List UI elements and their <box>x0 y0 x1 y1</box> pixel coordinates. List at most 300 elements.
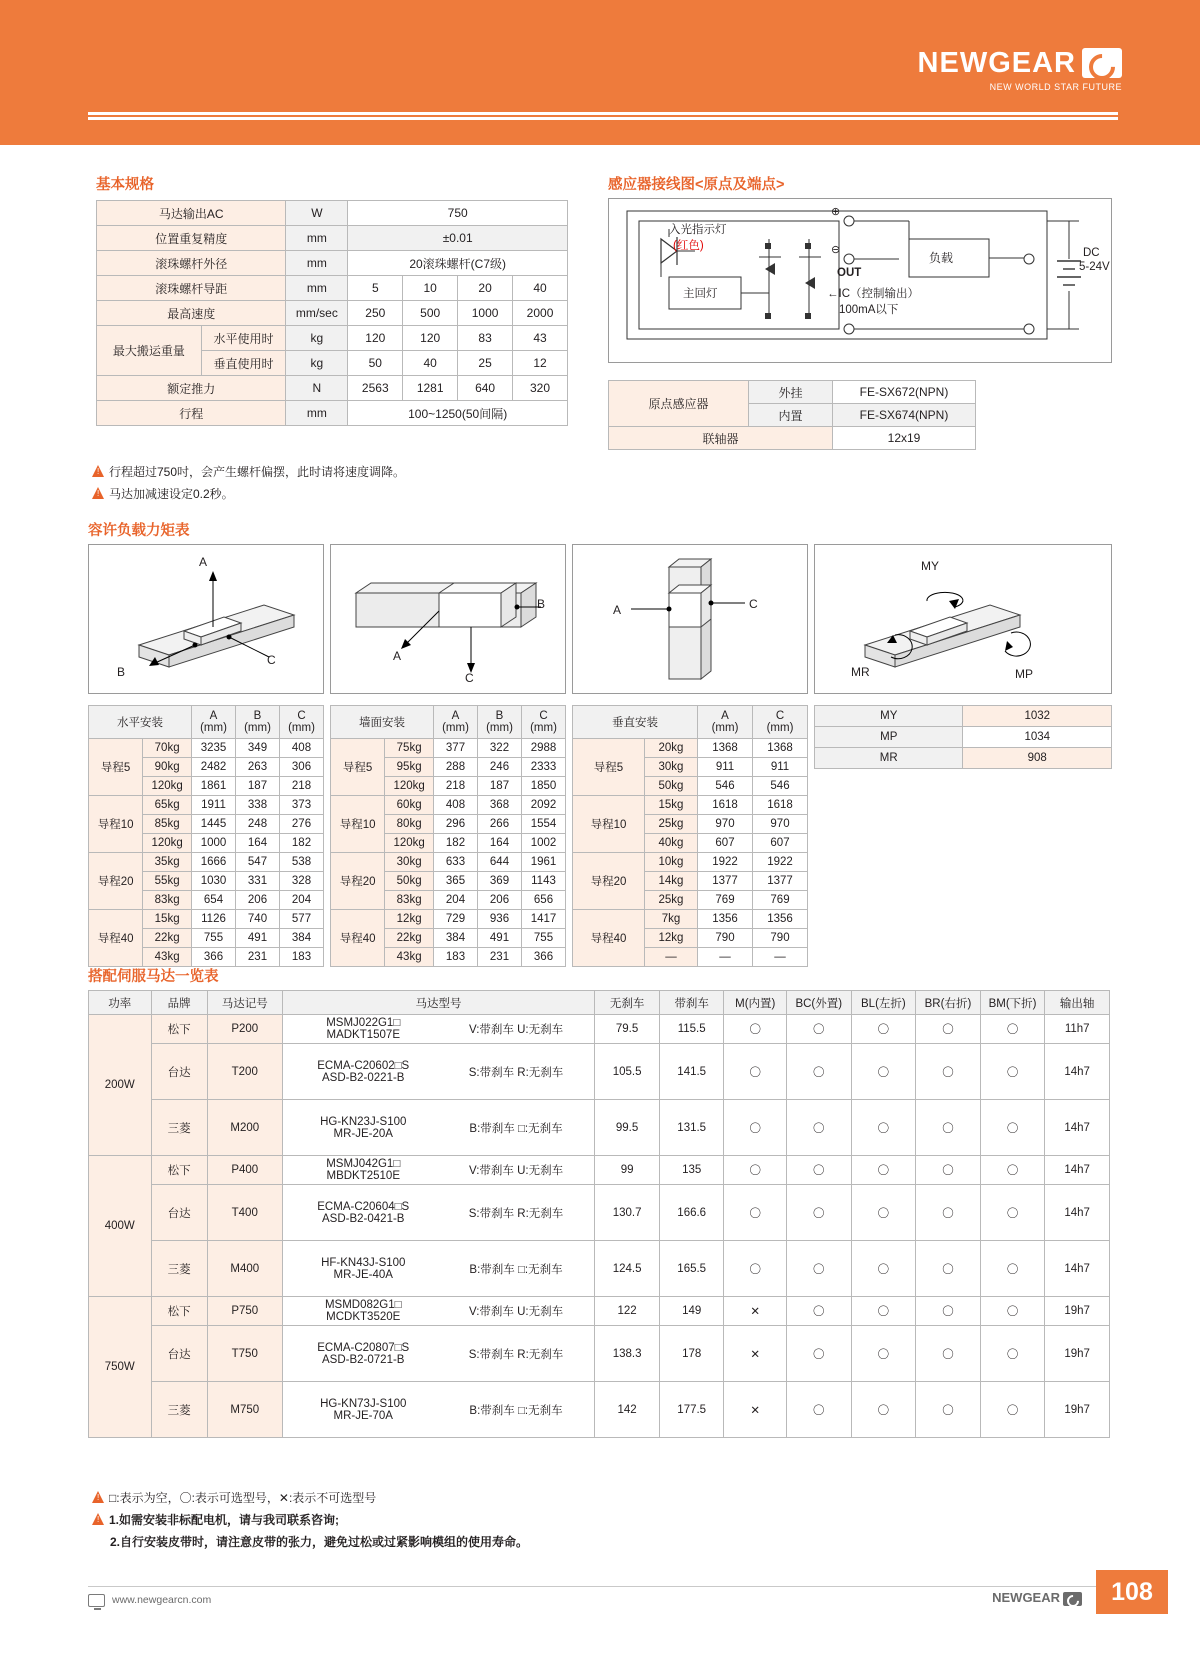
spec-value: 50 <box>348 351 403 376</box>
weight: 15kg <box>644 796 697 815</box>
weight: 65kg <box>143 796 192 815</box>
spec-label: 最高速度 <box>97 301 286 326</box>
cell-bm: 〇 <box>980 1044 1045 1100</box>
diagram-label-ic: ←IC（控制输出） <box>827 288 919 300</box>
cell-br: 〇 <box>916 1382 981 1438</box>
motor-note-2-text: 1.如需安装非标配电机，请与我司联系咨询; <box>109 1513 340 1527</box>
cell-bl: 〇 <box>851 1382 916 1438</box>
cell-br: 〇 <box>916 1297 981 1326</box>
weight: 15kg <box>143 910 192 929</box>
cell-br: 〇 <box>916 1185 981 1241</box>
cell-bl: 〇 <box>851 1100 916 1156</box>
val-c: 1143 <box>522 872 566 891</box>
load-label-C: C <box>465 671 474 685</box>
cell-code: T400 <box>207 1185 282 1241</box>
monitor-icon <box>88 1594 105 1607</box>
cell-bc: 〇 <box>786 1185 851 1241</box>
spec-unit: kg <box>286 326 348 351</box>
table-row <box>331 853 566 872</box>
table-row <box>89 1156 1110 1185</box>
weight: 80kg <box>385 815 434 834</box>
cell-m: 〇 <box>724 1044 787 1100</box>
val-b: 187 <box>236 777 280 796</box>
load-diagram-moment <box>814 544 1112 694</box>
cell-br: 〇 <box>916 1100 981 1156</box>
val-a: 1618 <box>698 796 753 815</box>
cell-brake: 141.5 <box>659 1044 724 1100</box>
diagram-label-dc: DC <box>1083 247 1100 259</box>
cell-code: P400 <box>207 1156 282 1185</box>
spec-value: 320 <box>513 376 568 401</box>
cell-power: 750W <box>89 1297 152 1438</box>
diagram-label-plus: ⊕ <box>831 206 841 218</box>
cell-bl: 〇 <box>851 1185 916 1241</box>
section-title-load-moment: 容许负载力矩表 <box>88 523 190 539</box>
model-line-2: ASD-B2-0721-B <box>322 1353 405 1366</box>
model-line-1: MSMD082G1□ <box>324 1299 402 1311</box>
val-c: 577 <box>280 910 324 929</box>
sensor-inner-value: FE-SX674(NPN) <box>833 404 976 427</box>
val-a: 183 <box>434 948 478 967</box>
model-line-2: MCDKT3520E <box>326 1311 401 1323</box>
lead-label: 导程20 <box>573 853 645 910</box>
cell-bl: 〇 <box>851 1241 916 1297</box>
cell-bc: 〇 <box>786 1241 851 1297</box>
th-brake: 带刹车 <box>659 991 724 1015</box>
lead-label: 导程5 <box>331 739 385 796</box>
val-a: 911 <box>698 758 753 777</box>
cell-br: 〇 <box>916 1156 981 1185</box>
val-b: 164 <box>236 834 280 853</box>
cell-brand: 台达 <box>151 1185 207 1241</box>
moment-label-MR: MR <box>851 665 870 679</box>
cell-bm: 〇 <box>980 1100 1045 1156</box>
cell-nobrake: 105.5 <box>595 1044 660 1100</box>
val-c: 538 <box>280 853 324 872</box>
weight: 7kg <box>644 910 697 929</box>
cell-model <box>282 1326 595 1382</box>
weight: 30kg <box>644 758 697 777</box>
cell-model <box>282 1382 595 1438</box>
cell-bc: 〇 <box>786 1297 851 1326</box>
cell-nobrake: 99.5 <box>595 1100 660 1156</box>
table-row <box>97 251 568 276</box>
footer-logo-mark-icon <box>1063 1592 1082 1606</box>
val-c: 607 <box>753 834 808 853</box>
lead-label: 导程20 <box>89 853 143 910</box>
table-row <box>97 326 568 351</box>
th-bc: BC(外置) <box>786 991 851 1015</box>
val-c2: — <box>753 948 808 967</box>
cell-brand: 台达 <box>151 1326 207 1382</box>
model-line-2: MR-JE-70A <box>333 1409 393 1422</box>
weight: 83kg <box>385 891 434 910</box>
load-label-A: A <box>613 603 622 617</box>
val-c: 911 <box>753 758 808 777</box>
cell-br: 〇 <box>916 1326 981 1382</box>
val-c: 1618 <box>753 796 808 815</box>
val-c: 328 <box>280 872 324 891</box>
table-row <box>97 201 568 226</box>
weight: 95kg <box>385 758 434 777</box>
cell-bm: 〇 <box>980 1297 1045 1326</box>
spec-value: 12 <box>513 351 568 376</box>
val-c: 1961 <box>522 853 566 872</box>
val-c: 970 <box>753 815 808 834</box>
footer-brand <box>992 1590 1082 1606</box>
sensor-model-table <box>608 380 976 450</box>
table-row <box>89 796 324 815</box>
model-option: S:带刹车 R:无刹车 <box>468 1348 564 1361</box>
val-b: 331 <box>236 872 280 891</box>
val-a: 1368 <box>698 739 753 758</box>
cell-code: P200 <box>207 1015 282 1044</box>
cell-bm: 〇 <box>980 1015 1045 1044</box>
val-c: 1356 <box>753 910 808 929</box>
moment-key: MP <box>815 727 963 748</box>
lead-label: 导程40 <box>573 910 645 967</box>
sensor-inner-label: 内置 <box>749 404 833 427</box>
spec-value: 20 <box>458 276 513 301</box>
val-b: 187 <box>478 777 522 796</box>
table-row <box>89 1044 1110 1100</box>
weight: 30kg <box>385 853 434 872</box>
section-title-motor-list: 搭配伺服马达一览表 <box>88 969 219 985</box>
weight: 20kg <box>644 739 697 758</box>
spec-unit: mm <box>286 226 348 251</box>
spec-value: 40 <box>403 351 458 376</box>
moment-value: 1034 <box>963 727 1112 748</box>
cell-bl: 〇 <box>851 1156 916 1185</box>
diagram-label-indicator-text: 入光指示灯 <box>669 224 727 236</box>
load-diagram-wall <box>330 544 566 694</box>
lead-label: 导程10 <box>331 796 385 853</box>
cell-shaft: 14h7 <box>1045 1044 1110 1100</box>
weight: 12kg <box>385 910 434 929</box>
moment-value: 908 <box>963 748 1112 769</box>
model-line-2: MBDKT2510E <box>326 1170 400 1182</box>
val-b: 338 <box>236 796 280 815</box>
footer-brand-text: NEWGEAR <box>992 1590 1060 1605</box>
model-line-2: MR-JE-20A <box>333 1127 393 1140</box>
cell-m: 〇 <box>724 1241 787 1297</box>
cell-brand: 三菱 <box>151 1100 207 1156</box>
val-a: 218 <box>434 777 478 796</box>
val-c: 204 <box>280 891 324 910</box>
cell-brand: 台达 <box>151 1044 207 1100</box>
table-row <box>573 739 808 758</box>
weight: 50kg <box>644 777 697 796</box>
val-c: 408 <box>280 739 324 758</box>
val-c: 656 <box>522 891 566 910</box>
col-A: A (mm) <box>192 706 236 739</box>
lead-label: 导程40 <box>89 910 143 967</box>
spec-value: 10 <box>403 276 458 301</box>
val-a: 288 <box>434 758 478 777</box>
val-c: 384 <box>280 929 324 948</box>
load-table-title: 垂直安装 <box>573 706 698 739</box>
spec-unit: mm <box>286 401 348 426</box>
load-label-B: B <box>537 597 546 611</box>
val-c: 1922 <box>753 853 808 872</box>
load-label-B: B <box>117 665 126 679</box>
lead-label: 导程10 <box>573 796 645 853</box>
col-C: C (mm) <box>280 706 324 739</box>
val-a: 1030 <box>192 872 236 891</box>
cell-model <box>282 1156 595 1185</box>
cell-bc: 〇 <box>786 1100 851 1156</box>
motor-note-3: 2.自行安装皮带时，请注意皮带的张力，避免过松或过紧影响模组的使用寿命。 <box>110 1535 529 1549</box>
sensor-wiring-diagram <box>608 198 1112 363</box>
val-c: — <box>698 948 753 967</box>
val-b: 491 <box>236 929 280 948</box>
val-c: 366 <box>522 948 566 967</box>
table-row <box>609 381 976 404</box>
table-row <box>89 853 324 872</box>
table-row <box>89 1185 1110 1241</box>
th-model: 马达型号 <box>282 991 595 1015</box>
val-c: 218 <box>280 777 324 796</box>
val-b: 231 <box>236 948 280 967</box>
motor-note-1-text: □:表示为空，〇:表示可选型号，✕:表示不可选型号 <box>109 1491 377 1505</box>
weight: 60kg <box>385 796 434 815</box>
cell-brake: 165.5 <box>659 1241 724 1297</box>
col-B: B (mm) <box>236 706 280 739</box>
cell-nobrake: 142 <box>595 1382 660 1438</box>
motor-note-2 <box>92 1511 339 1528</box>
cell-nobrake: 79.5 <box>595 1015 660 1044</box>
cell-shaft: 14h7 <box>1045 1156 1110 1185</box>
spec-value: 83 <box>458 326 513 351</box>
sensor-outer-value: FE-SX672(NPN) <box>833 381 976 404</box>
load-label-A: A <box>199 555 208 569</box>
diagram-label-load: 负载 <box>929 251 954 265</box>
table-row <box>573 706 808 739</box>
weight: 120kg <box>385 777 434 796</box>
load-label-A: A <box>393 649 402 663</box>
spec-unit: N <box>286 376 348 401</box>
weight: 35kg <box>143 853 192 872</box>
col-B: B (mm) <box>478 706 522 739</box>
cell-m: 〇 <box>724 1015 787 1044</box>
val-b: 369 <box>478 872 522 891</box>
model-option: S:带刹车 R:无刹车 <box>468 1207 564 1220</box>
cell-model <box>282 1297 595 1326</box>
spec-label: 额定推力 <box>97 376 286 401</box>
sensor-origin-label: 原点感应器 <box>609 381 749 427</box>
spec-note-2-text: 马达加减速设定0.2秒。 <box>109 487 234 501</box>
cell-bc: 〇 <box>786 1156 851 1185</box>
load-diagram-vertical-svg <box>573 545 807 693</box>
cell-nobrake: 130.7 <box>595 1185 660 1241</box>
model-line-1: HG-KN23J-S100 <box>320 1115 407 1128</box>
coupling-label: 联轴器 <box>609 427 833 450</box>
load-table-title: 水平安装 <box>89 706 192 739</box>
motor-note-1 <box>92 1489 376 1506</box>
table-row <box>573 796 808 815</box>
cell-bm: 〇 <box>980 1326 1045 1382</box>
model-line-2: MADKT1507E <box>326 1029 400 1041</box>
model-line-1: ECMA-C20807□S <box>317 1341 410 1354</box>
val-c: 276 <box>280 815 324 834</box>
val-a: 182 <box>434 834 478 853</box>
table-row <box>89 706 324 739</box>
val-a: 1445 <box>192 815 236 834</box>
page-number: 108 <box>1096 1570 1168 1614</box>
cell-code: M200 <box>207 1100 282 1156</box>
cell-shaft: 19h7 <box>1045 1297 1110 1326</box>
motor-list-table <box>88 990 1110 1438</box>
cell-model <box>282 1241 595 1297</box>
cell-bl: 〇 <box>851 1297 916 1326</box>
cell-nobrake: 122 <box>595 1297 660 1326</box>
table-row <box>97 401 568 426</box>
table-row <box>89 1297 1110 1326</box>
th-code: 马达记号 <box>207 991 282 1015</box>
weight: 90kg <box>143 758 192 777</box>
load-table-moment <box>814 705 1112 769</box>
val-a: 1922 <box>698 853 753 872</box>
warning-icon <box>92 465 105 477</box>
load-diagram-vertical <box>572 544 808 694</box>
load-label-C: C <box>267 653 276 667</box>
table-row <box>331 706 566 739</box>
load-table-title: 墙面安装 <box>331 706 434 739</box>
val-b: 246 <box>478 758 522 777</box>
load-table-wall <box>330 705 566 967</box>
model-line-2: ASD-B2-0421-B <box>322 1212 405 1225</box>
spec-value: 25 <box>458 351 513 376</box>
th-shaft: 输出轴 <box>1045 991 1110 1015</box>
cell-nobrake: 99 <box>595 1156 660 1185</box>
weight: 22kg <box>385 929 434 948</box>
logo-mark-icon <box>1082 48 1122 78</box>
weight: 25kg <box>644 891 697 910</box>
cell-bm: 〇 <box>980 1382 1045 1438</box>
cell-shaft: 19h7 <box>1045 1326 1110 1382</box>
val-a: 377 <box>434 739 478 758</box>
lead-label: 导程40 <box>331 910 385 967</box>
val-a: 365 <box>434 872 478 891</box>
coupling-value: 12x19 <box>833 427 976 450</box>
weight: 22kg <box>143 929 192 948</box>
cell-brake: 149 <box>659 1297 724 1326</box>
table-row <box>89 1015 1110 1044</box>
spec-value: 100~1250(50间隔) <box>348 401 568 426</box>
val-c: 1002 <box>522 834 566 853</box>
val-c: 373 <box>280 796 324 815</box>
val-a: 384 <box>434 929 478 948</box>
cell-brand: 松下 <box>151 1015 207 1044</box>
lead-label: 导程5 <box>573 739 645 796</box>
spec-value: 1281 <box>403 376 458 401</box>
val-b: 206 <box>236 891 280 910</box>
val-a: 366 <box>192 948 236 967</box>
val-b: 368 <box>478 796 522 815</box>
warning-icon <box>92 487 105 499</box>
footer-url[interactable]: www.newgearcn.com <box>112 1594 212 1606</box>
cell-brake: 115.5 <box>659 1015 724 1044</box>
page-header <box>0 0 1200 145</box>
cell-brand: 松下 <box>151 1156 207 1185</box>
cell-bm: 〇 <box>980 1156 1045 1185</box>
cell-code: T750 <box>207 1326 282 1382</box>
table-header-row <box>89 991 1110 1015</box>
spec-unit: mm/sec <box>286 301 348 326</box>
table-row <box>97 226 568 251</box>
spec-value: 2000 <box>513 301 568 326</box>
cell-brake: 166.6 <box>659 1185 724 1241</box>
model-option: V:带刹车 U:无刹车 <box>468 1165 564 1177</box>
cell-bm: 〇 <box>980 1185 1045 1241</box>
model-option: B:带刹车 □:无刹车 <box>469 1404 563 1417</box>
cell-bl: 〇 <box>851 1044 916 1100</box>
val-c: 2092 <box>522 796 566 815</box>
val-a: 607 <box>698 834 753 853</box>
cell-brand: 三菱 <box>151 1382 207 1438</box>
weight: 40kg <box>644 834 697 853</box>
spec-sublabel: 垂直使用时 <box>201 351 286 376</box>
cell-bl: 〇 <box>851 1326 916 1382</box>
model-option: V:带刹车 U:无刹车 <box>468 1306 564 1318</box>
val-a: 790 <box>698 929 753 948</box>
cell-brake: 135 <box>659 1156 724 1185</box>
load-label-C: C <box>749 597 758 611</box>
table-row <box>97 301 568 326</box>
weight: 70kg <box>143 739 192 758</box>
cell-shaft: 19h7 <box>1045 1382 1110 1438</box>
weight: 14kg <box>644 872 697 891</box>
cell-bc: 〇 <box>786 1382 851 1438</box>
header-rule <box>88 112 1118 120</box>
spec-label: 滚珠螺杆导距 <box>97 276 286 301</box>
val-a: 1000 <box>192 834 236 853</box>
weight: 12kg <box>644 929 697 948</box>
val-c: 769 <box>753 891 808 910</box>
basic-spec-table <box>96 200 568 426</box>
val-a: 546 <box>698 777 753 796</box>
cell-m: 〇 <box>724 1185 787 1241</box>
table-row <box>573 910 808 929</box>
val-c: 546 <box>753 777 808 796</box>
val-b: 644 <box>478 853 522 872</box>
cell-code: M400 <box>207 1241 282 1297</box>
val-a: 755 <box>192 929 236 948</box>
val-c: 1417 <box>522 910 566 929</box>
moment-label-MY: MY <box>921 559 939 573</box>
diagram-label-ic-sub: 100mA以下 <box>839 304 899 316</box>
table-row <box>815 727 1112 748</box>
val-a: 1356 <box>698 910 753 929</box>
model-line-1: HF-KN43J-S100 <box>321 1256 406 1269</box>
load-table-vertical <box>572 705 808 967</box>
val-c: 1850 <box>522 777 566 796</box>
cell-model <box>282 1044 595 1100</box>
cell-power: 400W <box>89 1156 152 1297</box>
brand-tagline: NEW WORLD STAR FUTURE <box>989 82 1122 92</box>
spec-label: 行程 <box>97 401 286 426</box>
cell-power: 200W <box>89 1015 152 1156</box>
val-a: 2482 <box>192 758 236 777</box>
diagram-label-dc-sub: 5-24V <box>1079 261 1110 273</box>
val-a: 204 <box>434 891 478 910</box>
th-nobrake: 无刹车 <box>595 991 660 1015</box>
spec-label: 马达输出AC <box>97 201 286 226</box>
th-m: M(内置) <box>724 991 787 1015</box>
weight: 25kg <box>644 815 697 834</box>
val-a: 1911 <box>192 796 236 815</box>
table-row <box>815 706 1112 727</box>
